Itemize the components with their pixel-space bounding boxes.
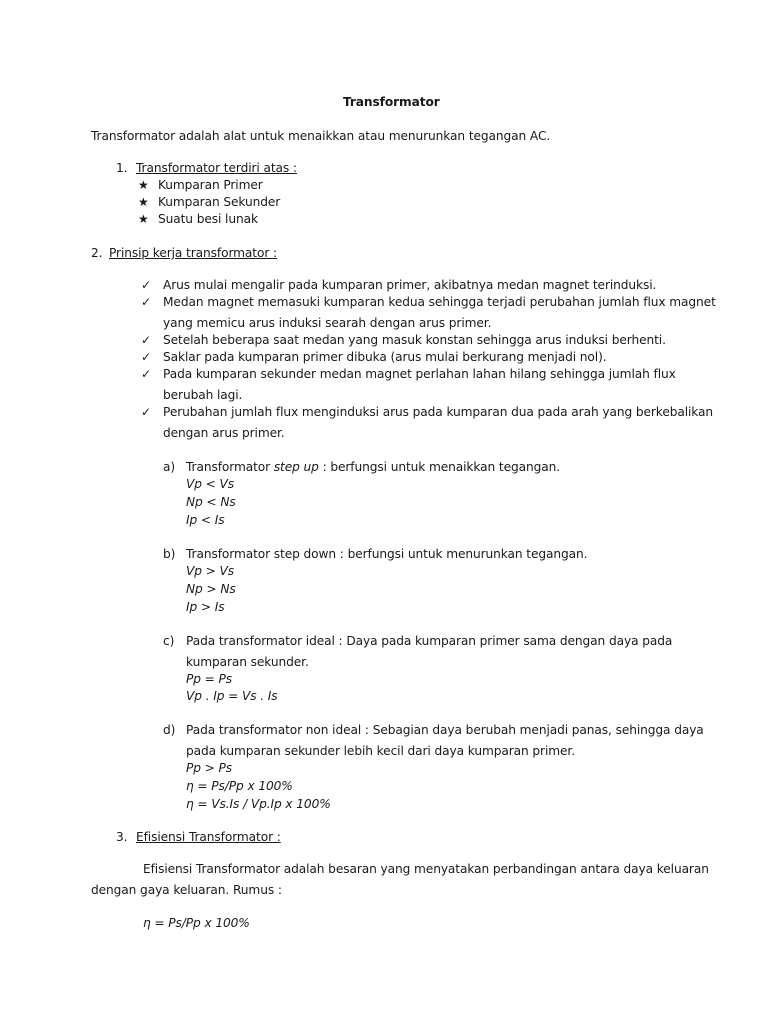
list-item-continuation: berubah lagi. xyxy=(163,388,243,402)
formula: Vp . Ip = Vs . Is xyxy=(186,689,278,703)
list-item-continuation: dengan arus primer. xyxy=(163,426,285,440)
sub-d-text: Pada transformator non ideal : Sebagian daya berubah menjadi panas, sehingga daya xyxy=(186,723,704,737)
section3-heading: Efisiensi Transformator : xyxy=(136,830,281,844)
formula: Np < Ns xyxy=(186,495,236,509)
formula: Pp = Ps xyxy=(186,672,233,686)
formula: Pp > Ps xyxy=(186,761,233,775)
list-item: Suatu besi lunak xyxy=(158,212,258,226)
star-bullet-icon: ★ xyxy=(138,178,149,192)
formula: Vp < Vs xyxy=(186,477,235,491)
sub-a-text-before: Transformator xyxy=(186,460,274,474)
formula: η = Vs.Is / Vp.Ip x 100% xyxy=(186,797,331,811)
formula: Vp > Vs xyxy=(186,564,235,578)
checkmark-icon: ✓ xyxy=(141,278,152,292)
formula: η = Ps/Pp x 100% xyxy=(186,779,293,793)
sub-d-text-continuation: pada kumparan sekunder lebih kecil dari daya kumparan primer. xyxy=(186,744,575,758)
formula: Ip < Is xyxy=(186,513,225,527)
checkmark-icon: ✓ xyxy=(141,333,152,347)
list-item: Medan magnet memasuki kumparan kedua sehingga terjadi perubahan jumlah flux magnet xyxy=(163,295,716,309)
checkmark-icon: ✓ xyxy=(141,350,152,364)
section3-number: 3. xyxy=(116,830,128,844)
section1-number: 1. xyxy=(116,161,128,175)
sub-a-text xyxy=(186,459,560,476)
section3-paragraph-continuation: dengan gaya keluaran. Rumus : xyxy=(91,883,282,897)
checkmark-icon: ✓ xyxy=(141,367,152,381)
section1-heading: Transformator terdiri atas : xyxy=(136,161,297,175)
checkmark-icon: ✓ xyxy=(141,295,152,309)
formula: Ip > Is xyxy=(186,600,225,614)
intro-paragraph: Transformator adalah alat untuk menaikkan atau menurunkan tegangan AC. xyxy=(91,129,551,143)
formula: Np > Ns xyxy=(186,582,236,596)
star-bullet-icon: ★ xyxy=(138,195,149,209)
sub-d-label: d) xyxy=(163,723,176,737)
section2-heading: Prinsip kerja transformator : xyxy=(109,246,278,260)
sub-a-label: a) xyxy=(163,460,176,474)
star-bullet-icon: ★ xyxy=(138,212,149,226)
list-item-continuation: yang memicu arus induksi searah dengan arus primer. xyxy=(163,316,492,330)
sub-c-label: c) xyxy=(163,634,175,648)
list-item: Kumparan Sekunder xyxy=(158,195,281,209)
sub-a-text-italic: step up xyxy=(273,460,319,474)
sub-b-text: Transformator step down : berfungsi untuk menurunkan tegangan. xyxy=(186,547,588,561)
formula: η = Ps/Pp x 100% xyxy=(143,916,250,930)
sub-c-text-continuation: kumparan sekunder. xyxy=(186,655,309,669)
sub-c-text: Pada transformator ideal : Daya pada kumparan primer sama dengan daya pada xyxy=(186,634,673,648)
section2-number: 2. xyxy=(91,246,103,260)
page-title: Transformator xyxy=(343,95,440,109)
list-item: Perubahan jumlah flux menginduksi arus pada kumparan dua pada arah yang berkebalikan xyxy=(163,405,714,419)
list-item: Kumparan Primer xyxy=(158,178,263,192)
sub-a-text-after: : berfungsi untuk menaikkan tegangan. xyxy=(318,460,561,474)
list-item: Arus mulai mengalir pada kumparan primer, akibatnya medan magnet terinduksi. xyxy=(163,278,657,292)
sub-b-label: b) xyxy=(163,547,176,561)
checkmark-icon: ✓ xyxy=(141,405,152,419)
section3-paragraph: Efisiensi Transformator adalah besaran yang menyatakan perbandingan antara daya keluaran xyxy=(143,862,709,876)
list-item: Saklar pada kumparan primer dibuka (arus mulai berkurang menjadi nol). xyxy=(163,350,607,364)
list-item: Pada kumparan sekunder medan magnet perlahan lahan hilang sehingga jumlah flux xyxy=(163,367,676,381)
list-item: Setelah beberapa saat medan yang masuk konstan sehingga arus induksi berhenti. xyxy=(163,333,666,347)
